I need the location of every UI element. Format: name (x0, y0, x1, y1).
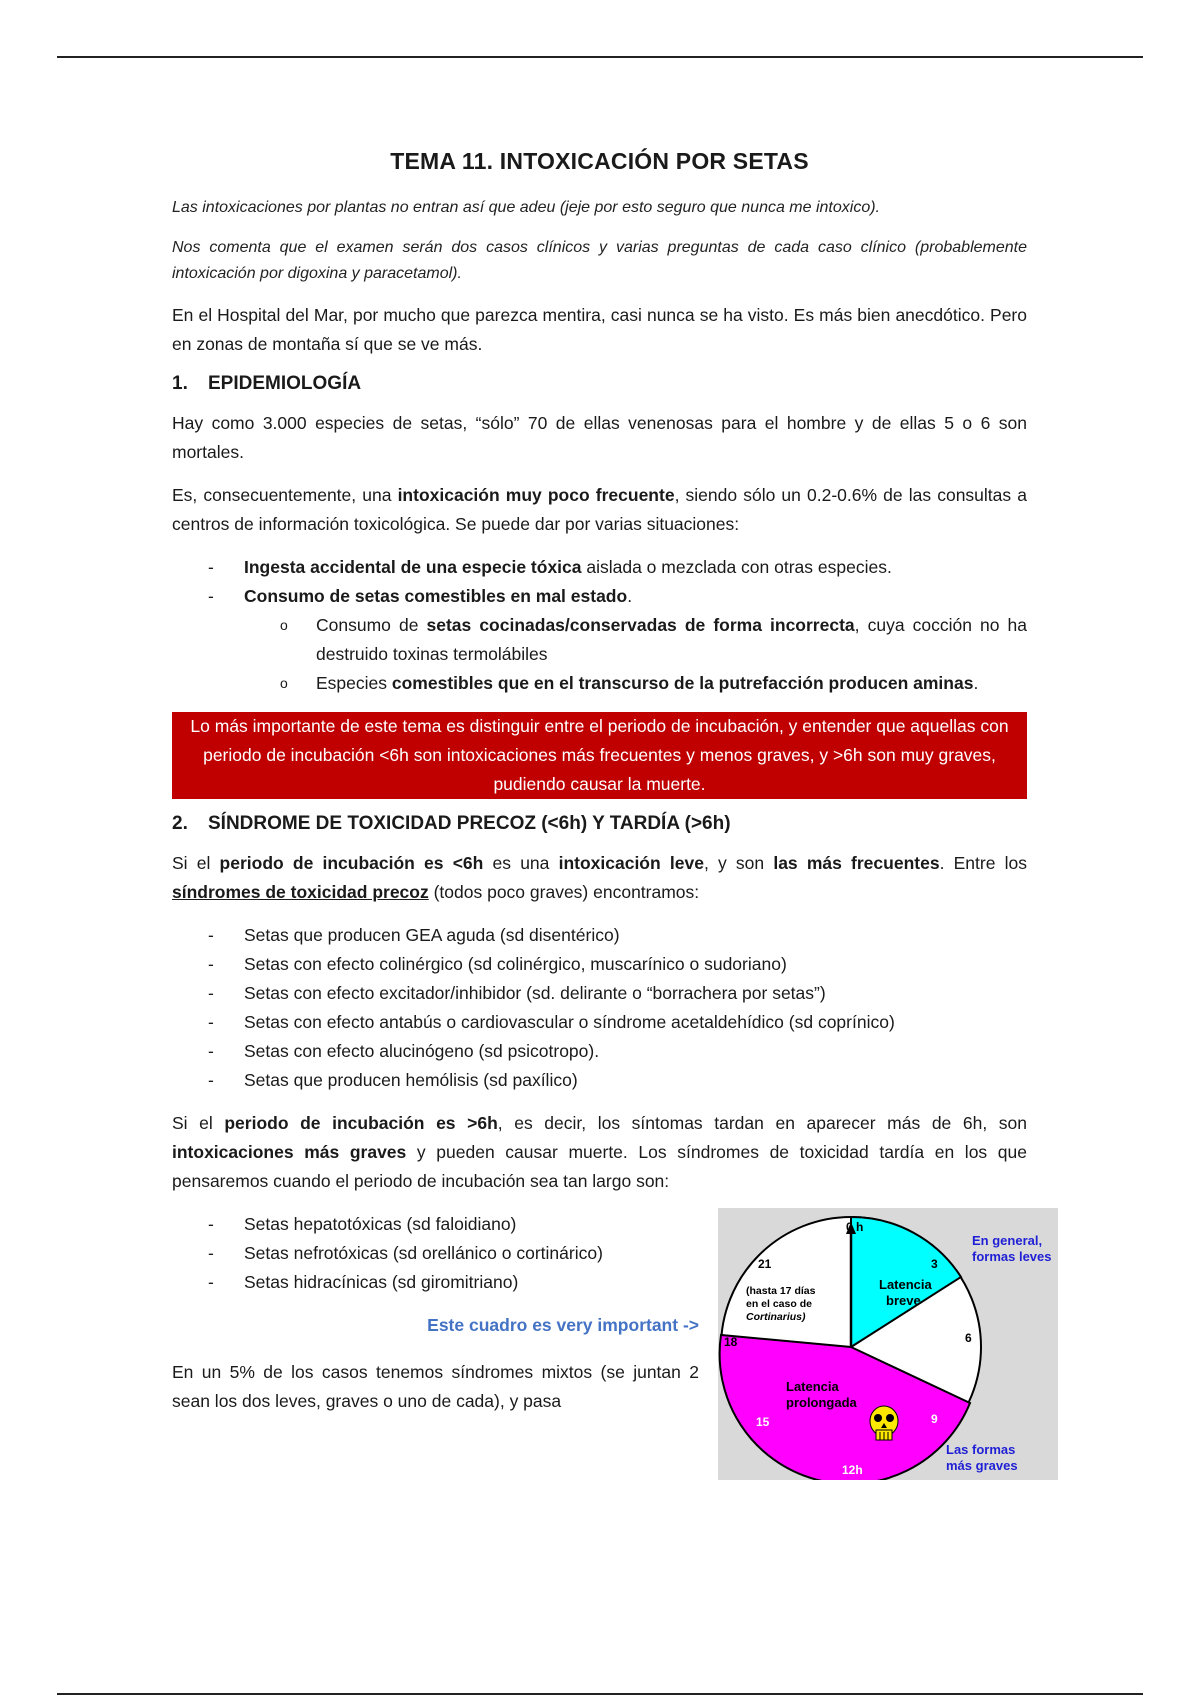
early-syndromes-list (172, 921, 1027, 1095)
epidemiology-paragraph-2: Es, consecuentemente, una intoxicación muy poco frecuente, siendo sólo un 0.2-0.6% de las consultas a centros de información toxicológica. Se puede dar por varias situaciones: (172, 485, 1027, 534)
label-latencia-prolongada-2: prolongada (786, 1395, 857, 1410)
list-item: - Setas que producen hemólisis (sd paxílico) (244, 1066, 1027, 1095)
clock-label-9: 9 (931, 1412, 938, 1426)
list-item: - Setas nefrotóxicas (sd orellánico o cortinárico) (244, 1239, 699, 1268)
cortinarius-note-3: Cortinarius) (746, 1311, 806, 1323)
page-title: TEMA 11. INTOXICACIÓN POR SETAS (390, 148, 809, 174)
incubation-clock-figure (718, 1208, 1058, 1480)
incubation-clock-diagram (718, 1208, 1058, 1480)
clock-label-18: 18 (724, 1335, 738, 1349)
footer-rule (57, 1693, 1143, 1695)
early-syndrome-paragraph: Si el periodo de incubación es <6h es una intoxicación leve, y son las más frecuentes. Entre los síndromes de toxicidad precoz (todos poco graves) encontramos: (172, 853, 1027, 902)
label-latencia-prolongada-1: Latencia (786, 1379, 839, 1394)
list-item: - Setas hepatotóxicas (sd faloidiano) (244, 1210, 699, 1239)
label-latencia-breve-2: breve (886, 1293, 921, 1308)
section-2-heading: 2. SÍNDROME DE TOXICIDAD PRECOZ (<6h) Y TARDÍA (>6h) (172, 813, 731, 834)
key-point-highlight: Lo más importante de este tema es distinguir entre el periodo de incubación, y entender que aquellas con periodo de incubación <6h son intoxicaciones más frecuentes y menos graves, y >6h son muy graves, pudiendo causar la muerte. (172, 712, 1027, 799)
list-item: - Consumo de setas comestibles en mal estado. o Consumo de setas cocinadas/conservadas de forma incorrecta, cuya cocción no ha destruido toxinas termolábiles o Especies comestibles que en el transcurso de la putrefacción producen aminas. (244, 582, 1027, 698)
label-latencia-breve-1: Latencia (879, 1277, 932, 1292)
label-formas-leves-2: formas leves (972, 1249, 1052, 1264)
situations-list (172, 553, 1027, 698)
section-1-heading: 1. EPIDEMIOLOGÍA (172, 373, 362, 394)
cortinarius-note-1: (hasta 17 días (746, 1285, 816, 1297)
header-rule (57, 56, 1143, 58)
intro-paragraph: En el Hospital del Mar, por mucho que parezca mentira, casi nunca se ha visto. Es más bien anecdótico. Pero en zonas de montaña sí que se ve más. (172, 305, 1027, 354)
sub-list-item: o Especies comestibles que en el transcurso de la putrefacción producen aminas. (316, 669, 1027, 698)
list-item: - Setas que producen GEA aguda (sd disentérico) (244, 921, 1027, 950)
intro-note-2: Nos comenta que el examen serán dos casos clínicos y varias preguntas de cada caso clínico (probablemente intoxicación por digoxina y paracetamol). (172, 239, 1027, 282)
late-syndrome-paragraph: Si el periodo de incubación es >6h, es decir, los síntomas tardan en aparecer más de 6h, son intoxicaciones más graves y pueden causar muerte. Los síndromes de toxicidad tardía en los que pensaremos cuando el periodo de incubación sea tan largo son: (172, 1113, 1028, 1191)
page-content (172, 140, 1052, 1510)
intro-note-1: Las intoxicaciones por plantas no entran así que adeu (jeje por esto seguro que nunca me intoxico). (172, 199, 880, 216)
epidemiology-paragraph-1: Hay como 3.000 especies de setas, “sólo” 70 de ellas venenosas para el hombre y de ellas 5 o 6 son mortales. (172, 413, 1027, 462)
list-item: - Setas con efecto alucinógeno (sd psicotropo). (244, 1037, 1027, 1066)
list-item: - Setas con efecto antabús o cardiovascular o síndrome acetaldehídico (sd coprínico) (244, 1008, 1027, 1037)
important-note: Este cuadro es very important -> (427, 1315, 699, 1335)
late-left-column (172, 1210, 699, 1430)
cortinarius-note-2: en el caso de (746, 1298, 812, 1310)
sub-list-item: o Consumo de setas cocinadas/conservadas de forma incorrecta, cuya cocción no ha destruido toxinas termolábiles (316, 611, 1027, 669)
sub-list (244, 611, 1027, 698)
late-syndromes-list (172, 1210, 699, 1297)
list-item: - Ingesta accidental de una especie tóxica aislada o mezclada con otras especies. (244, 553, 1027, 582)
clock-label-3: 3 (931, 1257, 938, 1271)
label-formas-graves-1: Las formas (946, 1442, 1016, 1457)
clock-label-6: 6 (965, 1331, 972, 1345)
label-formas-graves-2: más graves (946, 1458, 1018, 1473)
list-item: - Setas hidracínicas (sd giromitriano) (244, 1268, 699, 1297)
mixed-syndromes-paragraph: En un 5% de los casos tenemos síndromes mixtos (se juntan 2 sean los dos leves, graves o uno de cada), y pasa (172, 1362, 699, 1411)
list-item: - Setas con efecto colinérgico (sd colinérgico, muscarínico o sudoriano) (244, 950, 1027, 979)
list-item: - Setas con efecto excitador/inhibidor (sd. delirante o “borrachera por setas”) (244, 979, 1027, 1008)
clock-label-0h: 0 h (846, 1220, 864, 1234)
late-section-block (172, 1210, 1052, 1510)
clock-label-15: 15 (756, 1415, 770, 1429)
label-formas-leves-1: En general, (972, 1233, 1043, 1248)
clock-label-12h: 12h (842, 1463, 863, 1477)
clock-label-21: 21 (758, 1257, 772, 1271)
